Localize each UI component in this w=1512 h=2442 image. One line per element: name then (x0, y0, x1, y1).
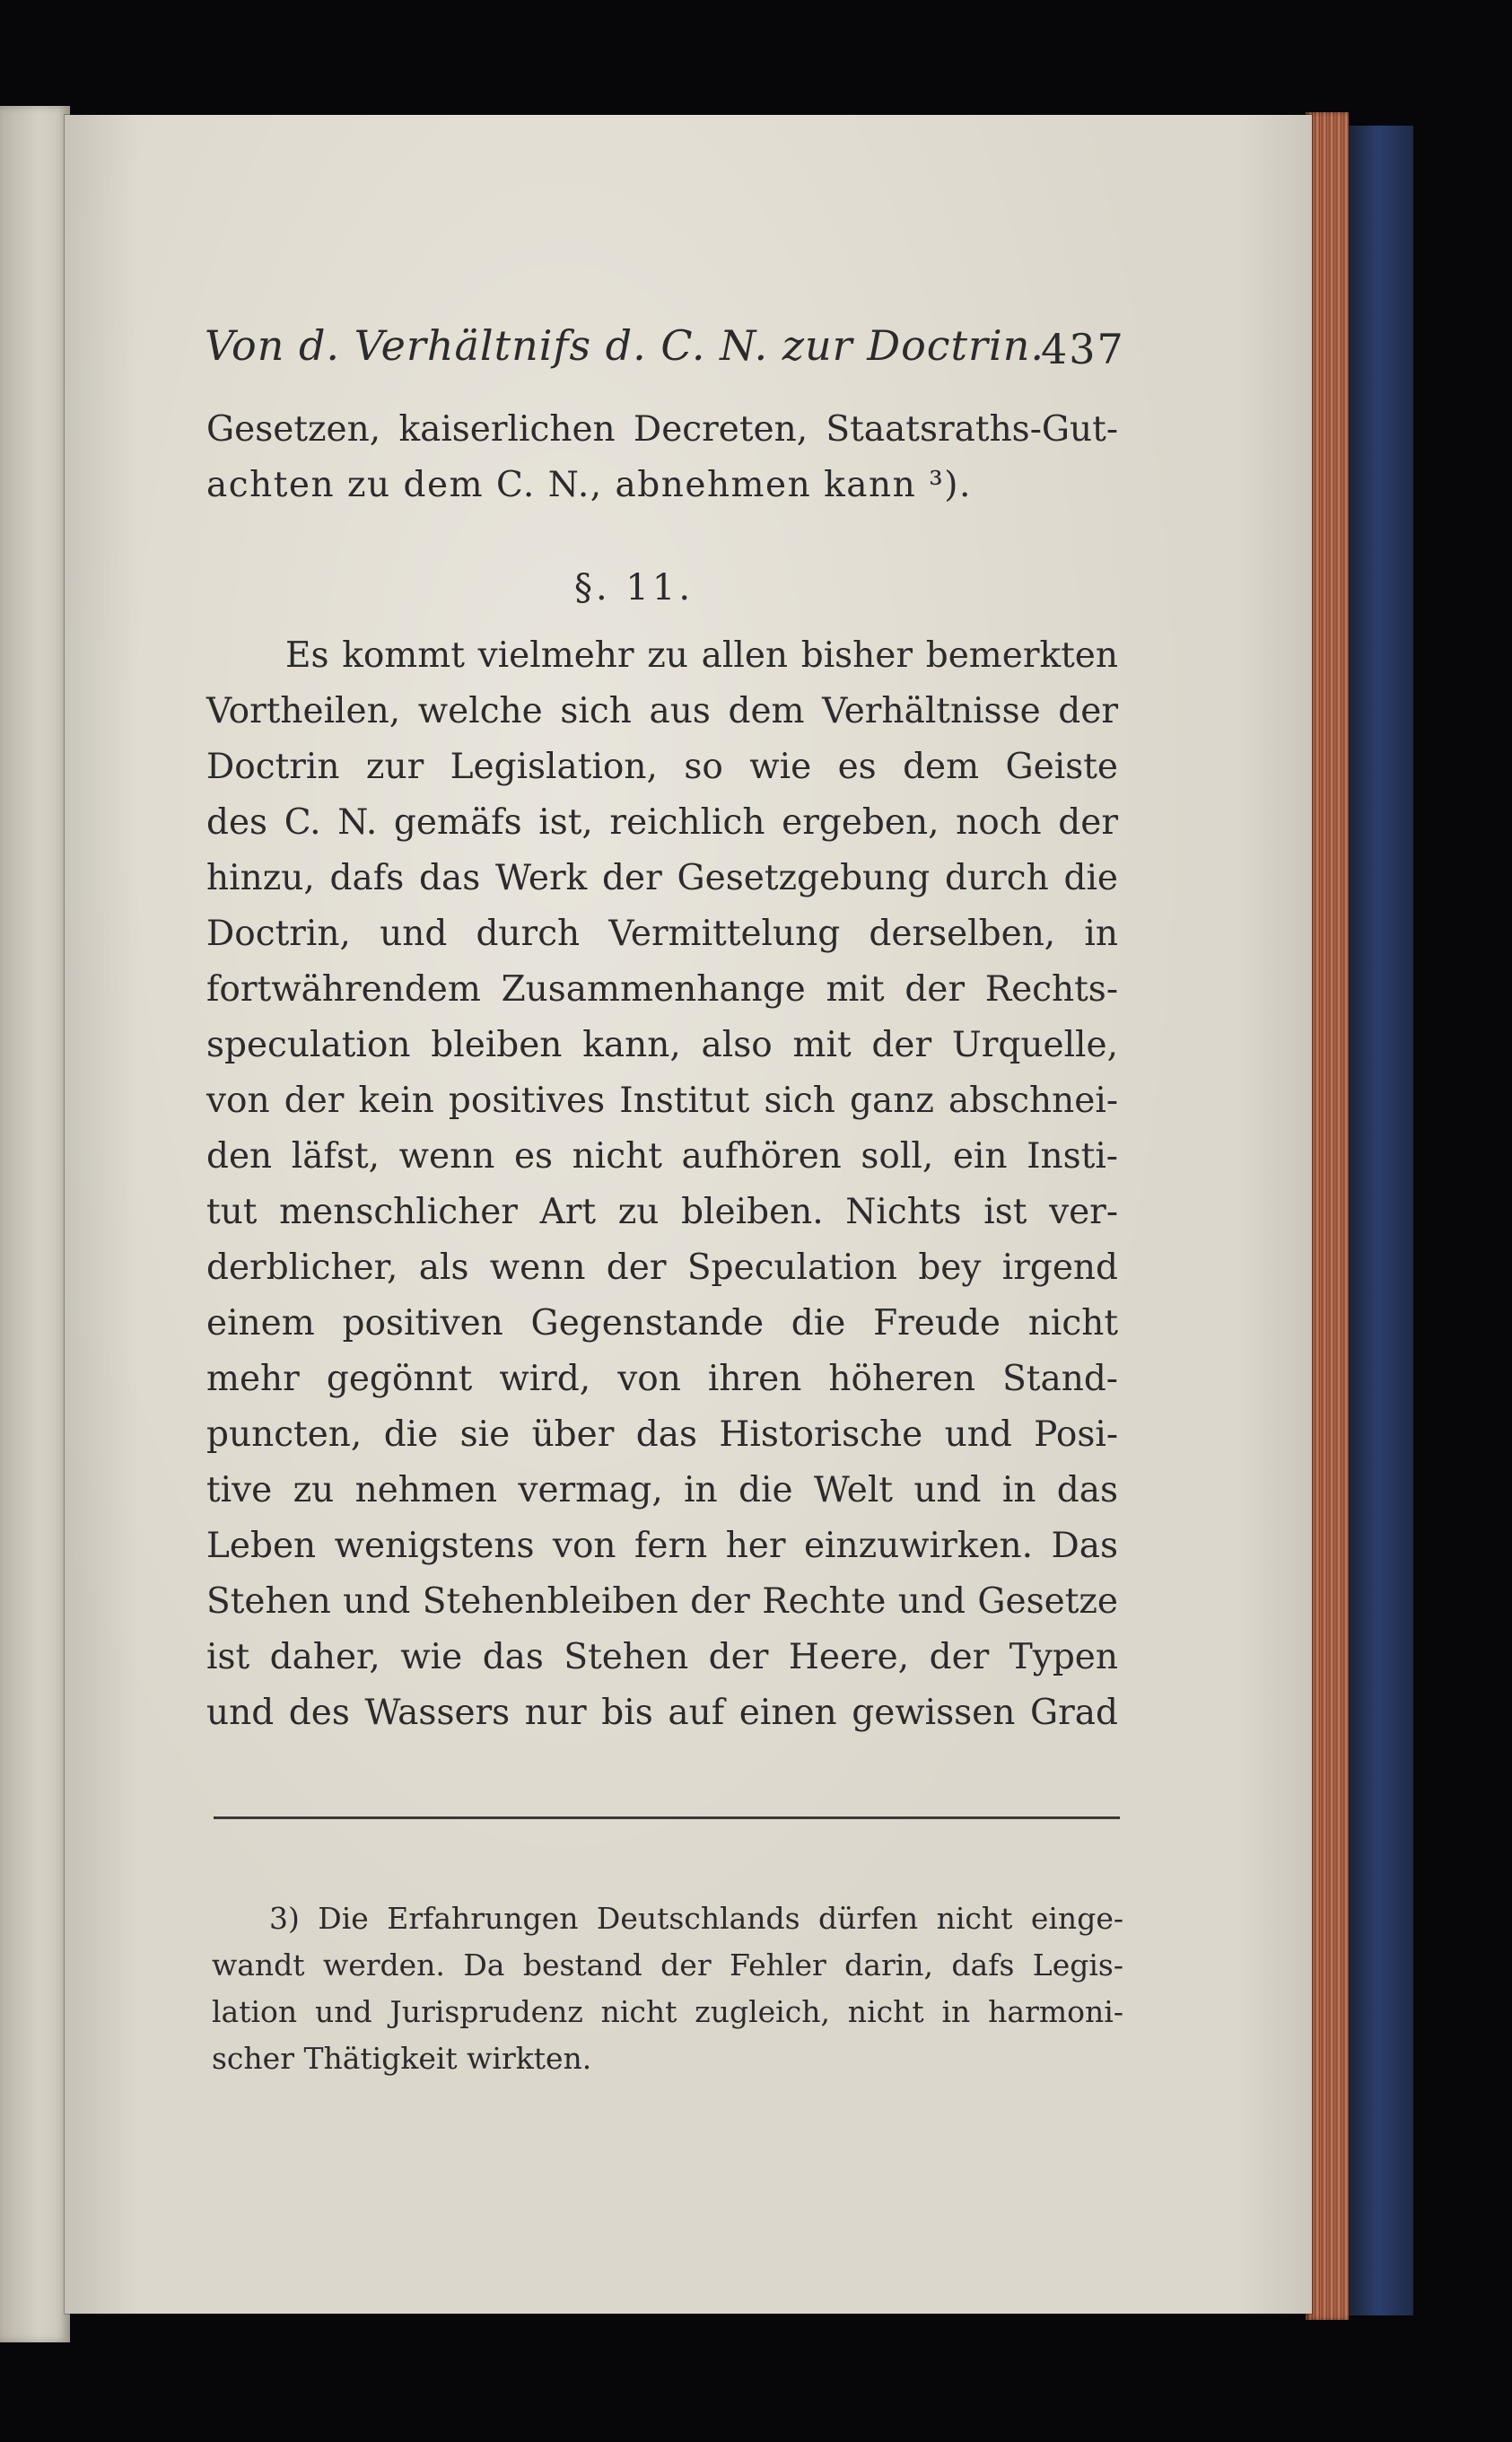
text-line: mehr gegönnt wird, von ihren höheren Stand- (206, 1359, 1118, 1399)
book-cover-board (1349, 126, 1413, 2315)
text-line: hinzu, dafs das Werk der Gesetzgebung durch die (206, 858, 1118, 898)
text-line: puncten, die sie über das Historische und Posi- (206, 1414, 1118, 1455)
text-line: einem positiven Gegenstande die Freude nicht (206, 1303, 1118, 1344)
footnote-line: wandt werden. Da bestand der Fehler darin, dafs Legis- (212, 1947, 1123, 1982)
text-line: Doctrin zur Legislation, so wie es dem Geiste (206, 747, 1118, 787)
footnote-rule (214, 1816, 1120, 1819)
text-line: Es kommt vielmehr zu allen bisher bemerkten (285, 635, 1118, 676)
section-heading: §. 11. (574, 567, 695, 608)
text-line: fortwährendem Zusammenhange mit der Rechts- (206, 969, 1118, 1010)
text-line: des C. N. gemäfs ist, reichlich ergeben, noch der (206, 802, 1118, 843)
text-line: tut menschlicher Art zu bleiben. Nichts ist ver- (206, 1192, 1118, 1232)
footnote-line: lation und Jurisprudenz nicht zugleich, nicht in harmoni- (212, 1994, 1123, 2029)
text-line: speculation bleiben kann, also mit der Urquelle, (206, 1025, 1118, 1065)
text-line: tive zu nehmen vermag, in die Welt und in das (206, 1470, 1118, 1510)
text-line: und des Wassers nur bis auf einen gewissen Grad (206, 1693, 1118, 1733)
text-line: ist daher, wie das Stehen der Heere, der Typen (206, 1637, 1118, 1677)
text-line: den läfst, wenn es nicht aufhören soll, ein Insti- (206, 1136, 1118, 1177)
footnote-line: scher Thätigkeit wirkten. (212, 2041, 592, 2076)
text-line: Doctrin, und durch Vermittelung derselben, in (206, 914, 1118, 954)
text-line: Gesetzen, kaiserlichen Decreten, Staatsraths-Gut- (206, 409, 1118, 450)
text-line: Leben wenigstens von fern her einzuwirken. Das (206, 1526, 1118, 1566)
text-line: Stehen und Stehenbleiben der Rechte und Gesetze (206, 1581, 1118, 1622)
page-number: 437 (1041, 325, 1125, 373)
text-line: Vortheilen, welche sich aus dem Verhältnisse der (206, 691, 1118, 731)
running-header: Von d. Verhältnifs d. C. N. zur Doctrin. (205, 321, 1044, 370)
text-line: von der kein positives Institut sich ganz abschnei- (206, 1081, 1118, 1121)
text-line: derblicher, als wenn der Speculation bey irgend (206, 1247, 1118, 1288)
book-fore-edge (1306, 112, 1349, 2320)
adjacent-page-edge (0, 106, 70, 2342)
footnote-line: 3) Die Erfahrungen Deutschlands dürfen nicht einge- (269, 1901, 1123, 1936)
text-line: achten zu dem C. N., abnehmen kann ³). (206, 465, 972, 505)
